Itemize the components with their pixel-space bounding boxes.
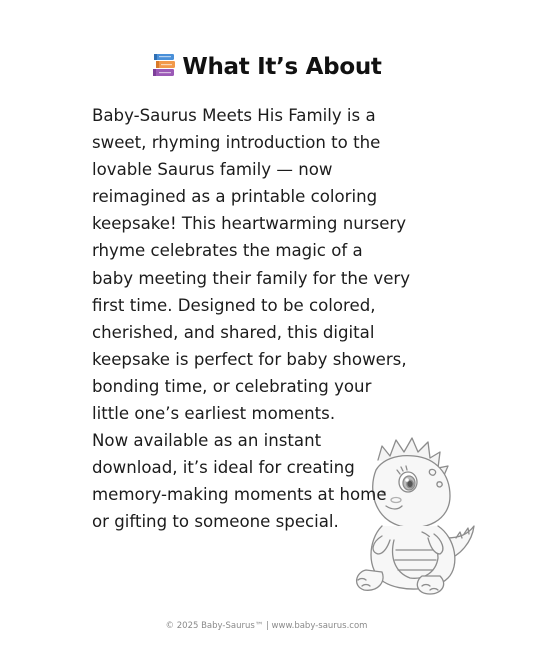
text-line: cherished, and shared, this digital [92,322,375,342]
text-line: keepsake! This heartwarming nursery [92,214,407,234]
page-heading [0,52,533,80]
text-line: rhyme celebrates the magic of a [92,241,363,261]
text-line: memory-making moments at home [92,485,387,505]
description-paragraph-2 [92,427,452,535]
text-line: first time. Designed to be colored, [92,295,376,315]
text-line: little one’s earliest moments. [92,404,336,424]
text-line: baby meeting their family for the very [92,268,411,288]
text-line: download, it’s ideal for creating [92,458,355,478]
text-line: lovable Saurus family — now [92,160,333,180]
description-text [92,102,452,536]
heading-title: What It’s About [182,54,382,80]
description-paragraph-1 [92,102,452,427]
text-line: Baby-Saurus Meets His Family is a [92,106,376,125]
page-footer: © 2025 Baby-Saurus™ | www.baby-saurus.com [165,621,368,631]
books-icon [151,52,177,78]
text-line: Now available as an instant [92,431,322,451]
text-line: bonding time, or celebrating your [92,376,372,396]
text-line: sweet, rhyming introduction to the [92,133,381,153]
text-line: or gifting to someone special. [92,512,339,532]
text-line: keepsake is perfect for baby showers, [92,349,407,369]
text-line: reimagined as a printable coloring [92,187,378,207]
